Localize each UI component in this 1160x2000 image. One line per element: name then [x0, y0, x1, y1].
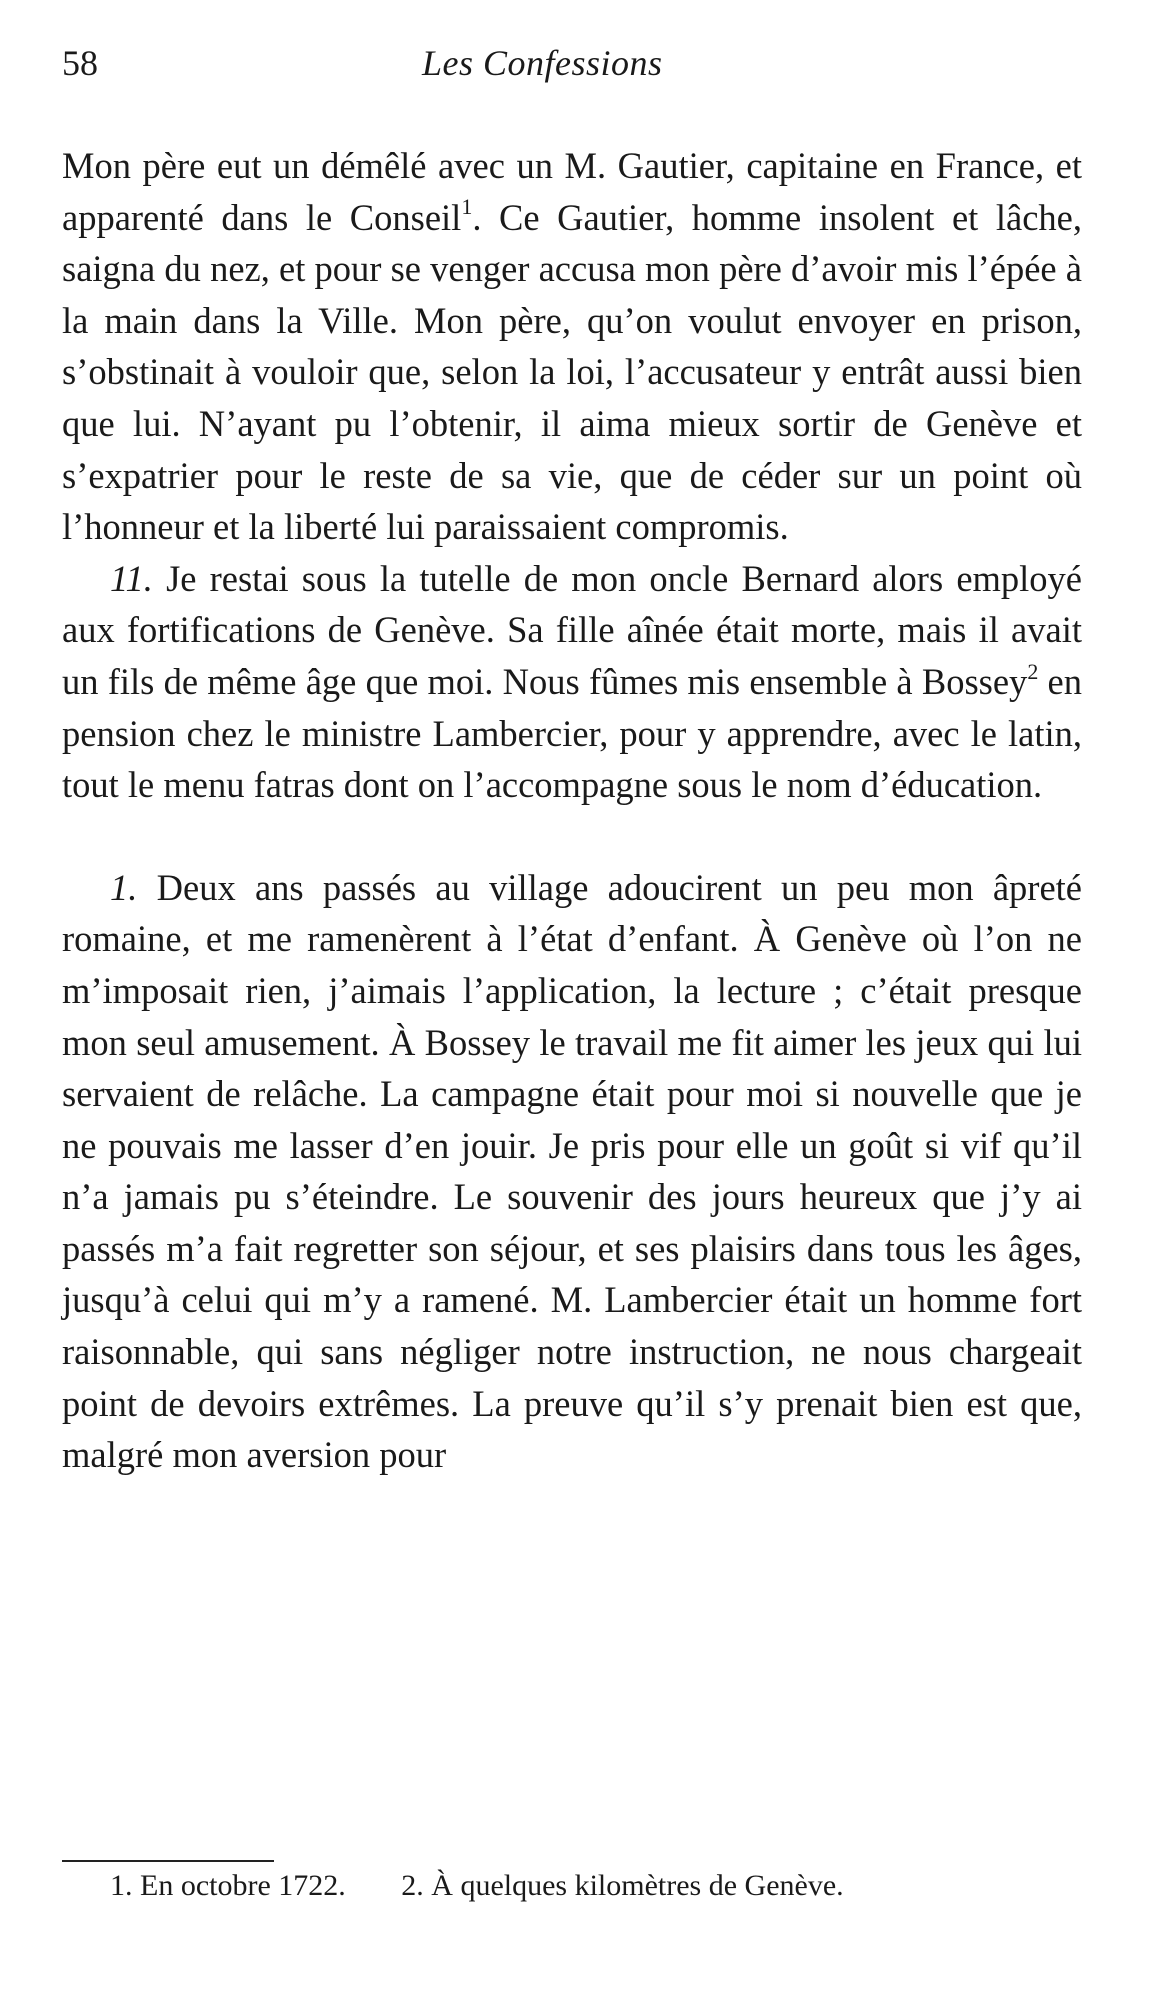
running-title: Les Confessions	[422, 43, 663, 83]
running-header	[62, 42, 1082, 92]
paragraph-text: Je restai sous la tutelle de mon oncle Bernard alors employé aux fortifications de Genève. Sa fille aînée était morte, mais il avait un fils de même âge que moi. Nous fûmes mis ensemble à Bossey	[62, 557, 1082, 702]
footnote-text: En octobre 1722.	[132, 1869, 346, 1902]
paragraph-text: Deux ans passés au village adoucirent un peu mon âpreté romaine, et me ramenèrent à l’état d’enfant. À Genève où l’on ne m’imposait rien, j’aimais l’application, la lecture ; c’était presque mon seul amusement. À Bossey le travail me fit aimer les jeux qui lui servaient de relâche. La campagne était pour moi si nouvelle que je ne pouvais me lasser d’en jouir. Je pris pour elle un goût si vif qu’il n’a jamais pu s’éteindre. Le souvenir des jours heureux que j’y ai passés m’a fait regretter son séjour, et ses plaisirs dans tous les âges, jusqu’à celui qui m’y a ramené. M. Lambercier était un homme fort raisonnable, qui sans négliger notre instruction, ne nous chargeait point de devoirs extrêmes. La preuve qu’il s’y prenait bien est que, malgré mon aversion pour	[62, 866, 1082, 1476]
paragraph-text: Mon père eut un démêlé avec un M. Gautier, capitaine en France, et apparenté dans le Conseil	[62, 145, 1082, 238]
paragraph-text: en pension chez le ministre Lambercier, pour y apprendre, avec le latin, tout le menu fatras dont on l’accompagne sous le nom d’éducation.	[62, 660, 1082, 806]
section-number: 1.	[110, 866, 138, 908]
paragraph-text: . Ce Gautier, homme insolent et lâche, saigna du nez, et pour se venger accusa mon père d’avoir mis l’épée à la main dans la Ville. Mon père, qu’on voulut envoyer en prison, s’obstinait à vouloir que, selon la loi, l’accusateur y entrât aussi bien que lui. N’ayant pu l’obtenir, il aima mieux sortir de Genève et s’expatrier pour le reste de sa vie, que de céder sur un point où l’honneur et la liberté lui paraissaient compromis.	[62, 196, 1082, 548]
footnote-divider	[62, 1860, 274, 1862]
footnote-reference: 2	[1027, 658, 1039, 684]
section-number: 11.	[110, 557, 153, 599]
footnote-text: À quelques kilomètres de Genève.	[423, 1869, 844, 1902]
paragraph	[62, 553, 1082, 811]
footnotes	[110, 1864, 1090, 1908]
footnote	[110, 1864, 346, 1908]
page-number: 58	[62, 43, 98, 83]
paragraph	[62, 862, 1082, 1481]
footnote-number: 1.	[110, 1869, 133, 1902]
footnote-number: 2.	[401, 1869, 424, 1902]
footnote	[401, 1864, 843, 1908]
footnote-reference: 1	[461, 194, 473, 220]
body-text	[62, 140, 1082, 1481]
paragraph	[62, 140, 1082, 553]
